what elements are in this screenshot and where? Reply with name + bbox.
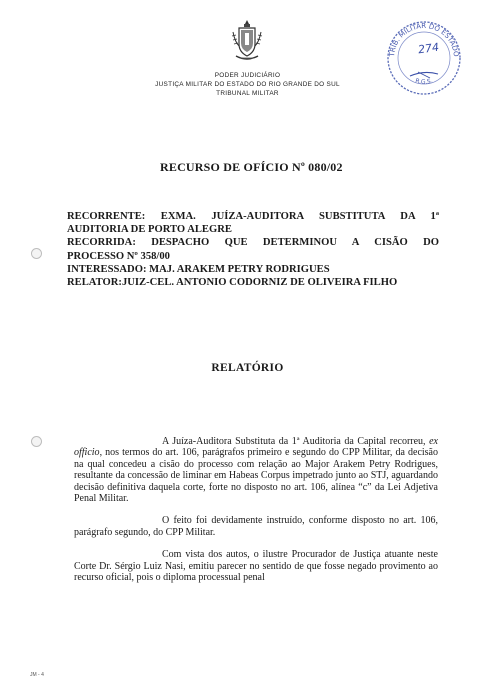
party-line: RECORRENTE: EXMA. JUÍZA-AUDITORA SUBSTITUTA DA 1ª — [67, 211, 439, 222]
report-body — [74, 436, 438, 594]
party-line: PROCESSO Nº 358/00 — [67, 250, 170, 262]
party-line: RECORRIDA: DESPACHO QUE DETERMINOU A CISÃO DO — [67, 237, 439, 249]
header-poder-judiciario: PODER JUDICIÁRIO — [214, 72, 281, 79]
paragraph-1 — [74, 436, 438, 504]
party-line: RELATOR:JUIZ-CEL. ANTONIO CODORNIZ DE OLIVEIRA FILHO — [67, 277, 398, 289]
header-tribunal-militar: TRIBUNAL MILITAR — [216, 90, 279, 97]
document-title: RECURSO DE OFÍCIO Nº 080/02 — [160, 160, 343, 174]
paragraph-2: O feito foi devidamente instruído, conforme disposto no art. 106, parágrafo segundo, do CPP Militar. — [74, 515, 438, 538]
svg-text:R.G.S. — [415, 77, 434, 85]
stamp-bottom-text: R.G.S. — [414, 77, 434, 86]
party-line: INTERESSADO: MAJ. ARAKEM PETRY RODRIGUES — [67, 263, 330, 275]
party-line: AUDITORIA DE PORTO ALEGRE — [67, 224, 232, 236]
footer-form-code: JM - 4 — [30, 672, 44, 678]
paragraph-1-part-b: , nos termos do art. 106, parágrafos primeiro e segundo do CPP Militar, da decisão na qual concedeu a cisão do processo com relação ao Major Arakem Petry Rodrigues, resultante da concessão de liminar em Habeas Corpus impetrado junto ao STJ, aguardando decisão definitiva daquela corte, forte no disposto no art. 106, alínea “c” da Lei Adjetiva Penal Militar. — [74, 447, 438, 505]
protocol-stamp — [384, 18, 464, 96]
parties-block — [67, 210, 439, 289]
header-justica-militar: JUSTIÇA MILITAR DO ESTADO DO RIO GRANDE DO SUL — [155, 81, 340, 88]
punch-hole — [31, 248, 42, 259]
paragraph-1-italic: ex officio — [74, 436, 438, 459]
paragraph-1-part-a: A Juíza-Auditora Substituta da 1ª Auditoria da Capital recorreu, — [162, 436, 430, 447]
stamp-ring-text: TRIB. MILITAR DO ESTADO — [387, 21, 461, 58]
punch-hole — [31, 436, 42, 447]
coat-of-arms-icon — [230, 18, 264, 62]
stamp-number: 274 — [417, 40, 440, 57]
paragraph-3: Com vista dos autos, o ilustre Procurador de Justiça atuante neste Corte Dr. Sérgio Luiz Nasi, emitiu parecer no sentido de que fosse negado provimento ao recurso oficial, pois o diploma processual penal — [74, 549, 438, 584]
section-title-relatorio: RELATÓRIO — [211, 362, 284, 374]
